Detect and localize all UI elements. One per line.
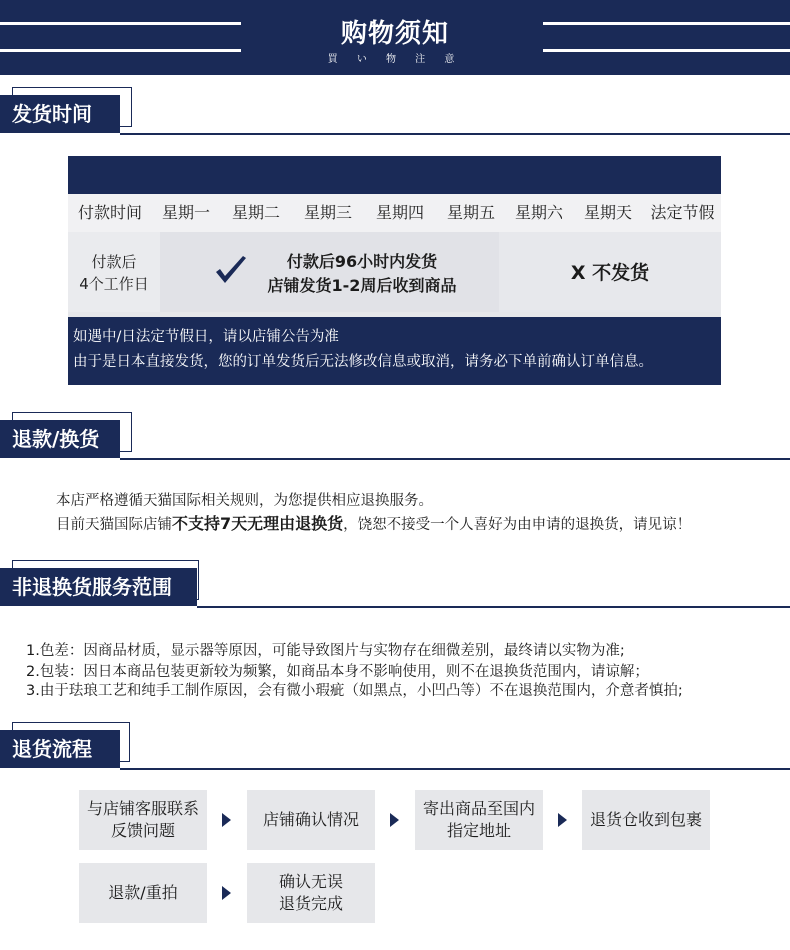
- order-note: 由于是日本直接发货，您的订单发货后无法修改信息或取消，请务必下单前确认订单信息。: [73, 354, 653, 370]
- page-subtitle: 買 い 物 注 意: [327, 54, 463, 65]
- table-notes: [68, 317, 721, 385]
- section-header-process: [0, 730, 790, 774]
- delivery-time-text: 店铺发货1-2周后收到商品: [267, 276, 457, 295]
- payment-term-line: 4个工作日: [79, 275, 149, 293]
- section-title: 非退换货服务范围: [0, 568, 197, 606]
- step-text: 反馈问题: [110, 821, 175, 840]
- table-body-row: [68, 232, 721, 312]
- refund-text: ，饶恕不接受一个人喜好为由申请的退换货，请见谅！: [343, 517, 692, 533]
- day-header: 星期四: [375, 203, 424, 222]
- section-rule: [120, 768, 790, 770]
- triangle-right-icon: [222, 813, 231, 827]
- non-return-item: 2.包装：因日本商品包装更新较为频繁，如商品本身不影响使用，则不在退换货范围内，请谅解；: [26, 664, 649, 680]
- section-header-non-return: [0, 568, 790, 612]
- triangle-right-icon: [222, 886, 231, 900]
- page-title: 购物须知: [340, 19, 449, 49]
- step-text: 指定地址: [446, 821, 511, 840]
- section-rule: [120, 458, 790, 460]
- day-header: 星期一: [161, 203, 210, 222]
- triangle-right-icon: [558, 813, 567, 827]
- day-header: 星期三: [303, 203, 352, 222]
- process-step: [415, 790, 543, 850]
- day-header: 星期天: [583, 203, 632, 222]
- check-icon: [214, 255, 248, 287]
- step-text: 退货仓收到包裹: [589, 810, 702, 829]
- process-step: [582, 790, 710, 850]
- day-header: 付款时间: [77, 203, 142, 222]
- non-return-item: 1.色差：因商品材质，显示器等原因，可能导致图片与实物存在细微差别，最终请以实物为准;: [26, 643, 625, 659]
- section-title: 退款/换货: [0, 420, 120, 458]
- process-step: [247, 863, 375, 923]
- day-header: 法定节假: [650, 203, 715, 222]
- holiday-note: 如遇中/日法定节假日，请以店铺公告为准: [73, 329, 339, 345]
- day-header: 星期六: [514, 203, 563, 222]
- no-ship-text: X 不发货: [570, 262, 650, 284]
- refund-emphasis: 不支持7天无理由退换货: [172, 514, 344, 533]
- process-step: [79, 790, 207, 850]
- process-step: [79, 863, 207, 923]
- section-header-refund: [0, 420, 790, 464]
- non-return-item: 3.由于珐琅工艺和纯手工制作原因，会有微小瑕疵（如黑点，小凹凸等）不在退换范围内，介意者慎拍;: [26, 683, 683, 699]
- refund-policy-line: [56, 511, 691, 534]
- day-header: 星期二: [231, 203, 280, 222]
- section-title: 退货流程: [0, 730, 120, 768]
- refund-text: 目前天猫国际店铺: [56, 517, 172, 533]
- section-rule: [197, 606, 790, 608]
- triangle-right-icon: [390, 813, 399, 827]
- step-text: 退货完成: [278, 894, 343, 913]
- payment-term-line: 付款后: [91, 253, 137, 271]
- step-text: 确认无误: [278, 872, 343, 891]
- step-text: 寄出商品至国内: [422, 799, 535, 818]
- section-header-shipping: [0, 95, 790, 139]
- refund-policy-line: 本店严格遵循天猫国际相关规则，为您提供相应退换服务。: [56, 493, 433, 509]
- process-step: [247, 790, 375, 850]
- table-header-row: [68, 194, 721, 232]
- step-text: 店铺确认情况: [262, 810, 359, 829]
- section-rule: [120, 133, 790, 135]
- table-top-bar: [68, 156, 721, 194]
- step-text: 退款/重拍: [108, 883, 178, 902]
- table-cell: [160, 232, 499, 312]
- step-text: 与店铺客服联系: [86, 799, 199, 818]
- payment-term: [68, 251, 160, 295]
- shipping-table: [68, 156, 721, 385]
- section-title: 发货时间: [0, 95, 120, 133]
- day-header: 星期五: [446, 203, 495, 222]
- ship-time-text: 付款后96小时内发货: [286, 252, 438, 271]
- top-banner: [0, 0, 790, 75]
